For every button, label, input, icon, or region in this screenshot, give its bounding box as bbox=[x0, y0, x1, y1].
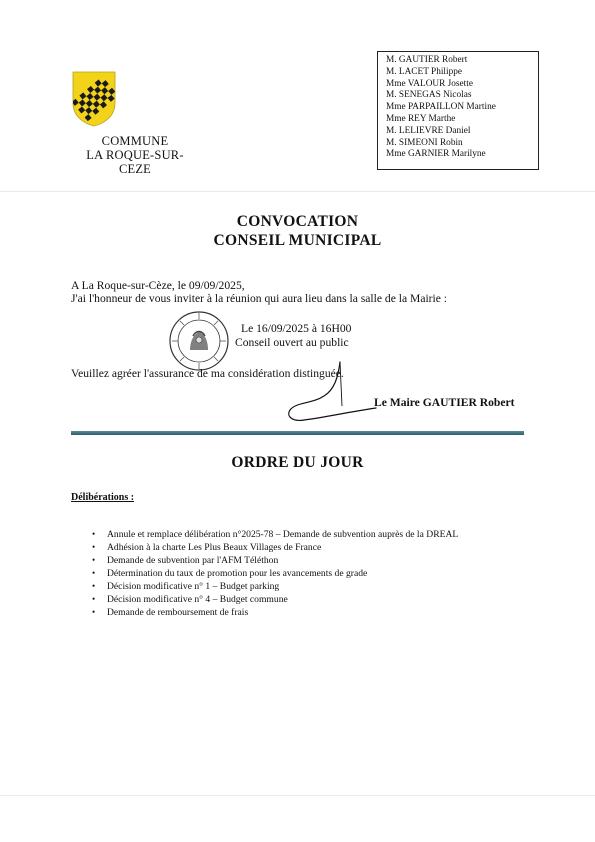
signatory: Le Maire GAUTIER Robert bbox=[374, 396, 515, 409]
agenda-item: • Adhésion à la charte Les Plus Beaux Villages de France bbox=[92, 541, 458, 554]
recipient-name: M. SIMEONI Robin bbox=[386, 137, 463, 148]
agenda-title: ORDRE DU JOUR bbox=[231, 454, 364, 471]
mairie-stamp-icon bbox=[168, 310, 230, 372]
recipient-name: Mme VALOUR Josette bbox=[386, 78, 473, 89]
deliberations-label: Délibérations : bbox=[71, 492, 135, 503]
recipient-name: Mme REY Marthe bbox=[386, 113, 456, 124]
recipient-name: Mme PARPAILLON Martine bbox=[386, 102, 496, 113]
recipients-box bbox=[377, 51, 539, 170]
title-line: CONSEIL MUNICIPAL bbox=[213, 232, 382, 249]
recipient-name: Mme GARNIER Marilyne bbox=[386, 149, 486, 160]
letter-intro: J'ai l'honneur de vous inviter à la réunion qui aura lieu dans la salle de la Mairie : bbox=[71, 292, 448, 305]
agenda-list bbox=[92, 528, 458, 619]
convocation-title bbox=[0, 212, 595, 250]
recipient-name: M. SENEGAS Nicolas bbox=[386, 90, 472, 101]
scan-line bbox=[0, 191, 595, 192]
letter-date: A La Roque-sur-Cèze, le 09/09/2025, bbox=[71, 279, 245, 292]
agenda-item: • Annule et remplace délibération n°2025-78 – Demande de subvention auprès de la DREAL bbox=[92, 528, 458, 541]
agenda-item: • Demande de subvention par l'AFM Téléthon bbox=[92, 554, 458, 567]
scan-line bbox=[0, 795, 595, 796]
recipient-name: M. LELIEVRE Daniel bbox=[386, 125, 471, 136]
agenda-item: • Décision modificative n° 1 – Budget parking bbox=[92, 580, 458, 593]
divider bbox=[71, 431, 524, 435]
commune-label-line: COMMUNE bbox=[101, 134, 169, 148]
recipient-name: M. GAUTIER Robert bbox=[386, 55, 468, 65]
title-line: CONVOCATION bbox=[236, 213, 359, 230]
signature-icon bbox=[278, 360, 388, 424]
agenda-item: • Détermination du taux de promotion pour les avancements de grade bbox=[92, 567, 458, 580]
meeting-datetime: Le 16/09/2025 à 16H00 bbox=[241, 322, 352, 335]
agenda-item: • Décision modificative n° 4 – Budget commune bbox=[92, 593, 458, 606]
commune-label-line: LA ROQUE-SUR-CEZE bbox=[86, 148, 184, 176]
recipient-name: M. LACET Philippe bbox=[386, 66, 463, 77]
agenda-item: • Demande de remboursement de frais bbox=[92, 606, 458, 619]
checkered-shield-icon bbox=[72, 71, 116, 127]
meeting-type: Conseil ouvert au public bbox=[235, 336, 349, 349]
commune-label bbox=[72, 134, 198, 176]
closing-line: Veuillez agréer l'assurance de ma considération distinguée. bbox=[71, 367, 344, 380]
